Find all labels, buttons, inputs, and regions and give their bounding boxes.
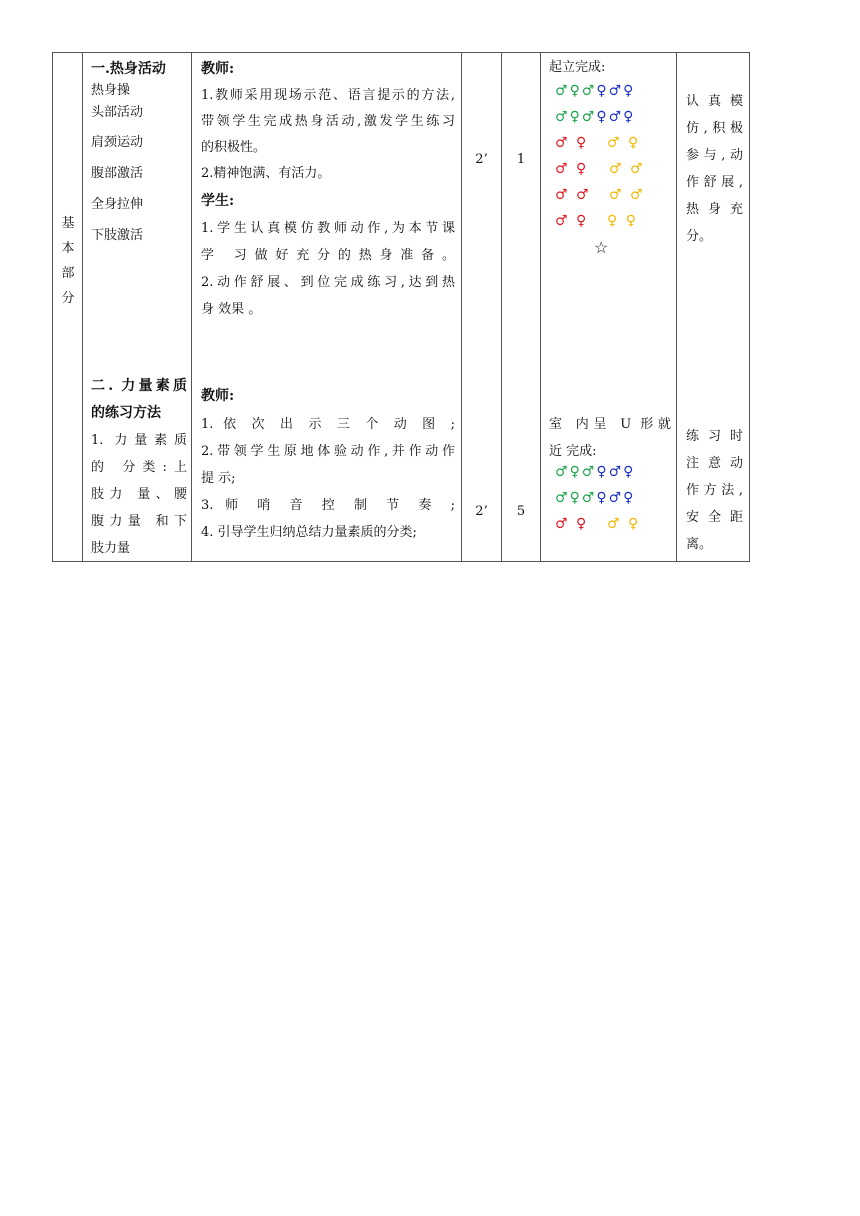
male-symbol: ♂ <box>630 161 645 177</box>
male-symbol: ♂ <box>609 161 624 177</box>
female-symbol: ♀ <box>596 83 609 99</box>
formation-row <box>555 465 635 479</box>
formation-row <box>555 517 588 531</box>
part2-line: 肢力量 <box>91 541 131 556</box>
section-label-char: 本 <box>61 241 75 256</box>
section-label <box>57 211 79 311</box>
male-symbol: ♂ <box>607 135 622 151</box>
lesson-plan-table <box>52 52 750 562</box>
female-symbol: ♀ <box>623 464 636 480</box>
formation-title-line: 近 完成: <box>549 444 597 459</box>
teacher-line: 2.精神饱满、有活力。 <box>201 166 331 181</box>
formation-row <box>607 517 640 531</box>
female-symbol: ♀ <box>596 464 609 480</box>
requirement-line: 安全距 <box>686 510 743 525</box>
formation-row <box>555 491 635 505</box>
male-symbol: ♂ <box>630 187 645 203</box>
female-symbol: ♀ <box>625 213 638 229</box>
female-symbol: ♀ <box>623 83 636 99</box>
column-divider <box>82 53 83 561</box>
teacher-line: 4. 引导学生归纳总结力量素质的分类; <box>201 525 417 540</box>
teacher-line: 的积极性。 <box>201 140 267 155</box>
female-symbol: ♀ <box>569 490 582 506</box>
requirement-line: 认真模 <box>686 94 743 109</box>
female-symbol: ♀ <box>576 516 589 532</box>
male-symbol: ♂ <box>555 490 570 506</box>
part2-line: 的 分类:上 <box>91 460 187 475</box>
teacher-line: 1. 依 次 出 示 三 个 动 图 ; <box>201 417 455 432</box>
part1-title: 一.热身活动 <box>91 61 166 77</box>
student-heading: 学生: <box>201 193 235 209</box>
formation-title-line: 室 内呈 U 形就 <box>549 417 671 432</box>
teacher-star-icon: ☆ <box>594 238 611 257</box>
male-symbol: ♂ <box>581 464 597 480</box>
male-symbol: ♂ <box>576 187 591 203</box>
part2-content <box>91 373 187 562</box>
column-divider <box>501 53 502 561</box>
part1-method <box>201 58 455 323</box>
requirement-line: 练习时 <box>686 429 743 444</box>
formation-row <box>607 136 640 150</box>
female-symbol: ♀ <box>596 109 609 125</box>
column-divider <box>461 53 462 561</box>
male-symbol: ♂ <box>608 109 624 125</box>
part1-time: 2’ <box>475 152 488 167</box>
male-symbol: ♂ <box>608 83 624 99</box>
column-divider <box>191 53 192 561</box>
part1-formation-title: 起立完成: <box>549 60 606 75</box>
requirement-line: 作舒展, <box>686 175 743 190</box>
part2-line: 肢力 量、腰 <box>91 487 187 502</box>
formation-row <box>555 136 588 150</box>
female-symbol: ♀ <box>596 490 609 506</box>
formation-row <box>607 214 638 228</box>
requirement-line: 热身充 <box>686 202 743 217</box>
female-symbol: ♀ <box>576 161 589 177</box>
part2-method <box>201 383 455 546</box>
teacher-heading: 教师: <box>201 388 235 404</box>
part1-item: 热身操 <box>91 83 131 98</box>
part1-content <box>91 58 187 247</box>
male-symbol: ♂ <box>608 464 624 480</box>
female-symbol: ♀ <box>576 135 589 151</box>
male-symbol: ♂ <box>609 187 624 203</box>
student-line: 1.学生认真模仿教师动作,为本节课 <box>201 221 455 236</box>
part2-title: 二. 力量素质 <box>91 378 187 394</box>
part1-count: 1 <box>516 152 526 167</box>
male-symbol: ♂ <box>581 490 597 506</box>
part2-count: 5 <box>516 504 526 519</box>
part1-item: 肩颈运动 <box>91 135 144 150</box>
male-symbol: ♂ <box>555 213 570 229</box>
teacher-heading: 教师: <box>201 61 235 77</box>
part2-requirements <box>686 423 743 558</box>
male-symbol: ♂ <box>555 83 570 99</box>
part2-time: 2’ <box>475 504 488 519</box>
teacher-line: 1.教师采用现场示范、语言提示的方法, <box>201 88 455 103</box>
part2-line: 腹力量 和下 <box>91 514 187 529</box>
male-symbol: ♂ <box>555 464 570 480</box>
column-divider <box>540 53 541 561</box>
male-symbol: ♂ <box>555 135 570 151</box>
male-symbol: ♂ <box>555 109 570 125</box>
female-symbol: ♀ <box>628 135 641 151</box>
male-symbol: ♂ <box>555 516 570 532</box>
male-symbol: ♂ <box>607 516 622 532</box>
female-symbol: ♀ <box>569 83 582 99</box>
student-line: 2.动作舒展、到位完成练习,达到热 <box>201 275 455 290</box>
student-line: 身 效果 。 <box>201 302 262 317</box>
female-symbol: ♀ <box>569 464 582 480</box>
formation-row <box>555 162 588 176</box>
requirement-line: 分。 <box>686 229 713 244</box>
formation-row <box>555 214 588 228</box>
female-symbol: ♀ <box>623 490 636 506</box>
teacher-line: 带领学生完成热身活动,激发学生练习 <box>201 114 455 129</box>
part1-requirements <box>686 88 743 250</box>
teacher-line: 2.带领学生原地体验动作,并作动作 <box>201 444 455 459</box>
female-symbol: ♀ <box>569 109 582 125</box>
part1-item: 下肢激活 <box>91 228 144 243</box>
part1-item: 头部活动 <box>91 105 144 120</box>
section-label-char: 基 <box>61 216 75 231</box>
requirement-line: 参与,动 <box>686 148 743 163</box>
male-symbol: ♂ <box>555 161 570 177</box>
section-label-char: 部 <box>61 266 75 281</box>
female-symbol: ♀ <box>623 109 636 125</box>
requirement-line: 离。 <box>686 537 713 552</box>
male-symbol: ♂ <box>581 109 597 125</box>
formation-row <box>555 84 635 98</box>
female-symbol: ♀ <box>576 213 589 229</box>
requirement-line: 作方法, <box>686 483 743 498</box>
teacher-line: 3. 师 哨 音 控 制 节 奏 ; <box>201 498 455 513</box>
male-symbol: ♂ <box>608 490 624 506</box>
part2-formation-title <box>549 411 671 465</box>
male-symbol: ♂ <box>581 83 597 99</box>
column-divider <box>676 53 677 561</box>
female-symbol: ♀ <box>607 213 620 229</box>
formation-row <box>555 188 591 202</box>
part2-line: 1. 力量素质 <box>91 433 187 448</box>
part1-item: 全身拉伸 <box>91 197 144 212</box>
part2-title: 的练习方法 <box>91 405 161 421</box>
formation-row <box>609 188 645 202</box>
part1-item: 腹部激活 <box>91 166 144 181</box>
requirement-line: 注意动 <box>686 456 743 471</box>
student-line: 学 习做好充分的热身准备。 <box>201 248 455 263</box>
formation-row <box>555 110 635 124</box>
male-symbol: ♂ <box>555 187 570 203</box>
female-symbol: ♀ <box>628 516 641 532</box>
section-label-char: 分 <box>61 291 75 306</box>
formation-row <box>609 162 645 176</box>
teacher-line: 提 示; <box>201 471 236 486</box>
requirement-line: 仿,积极 <box>686 121 743 136</box>
